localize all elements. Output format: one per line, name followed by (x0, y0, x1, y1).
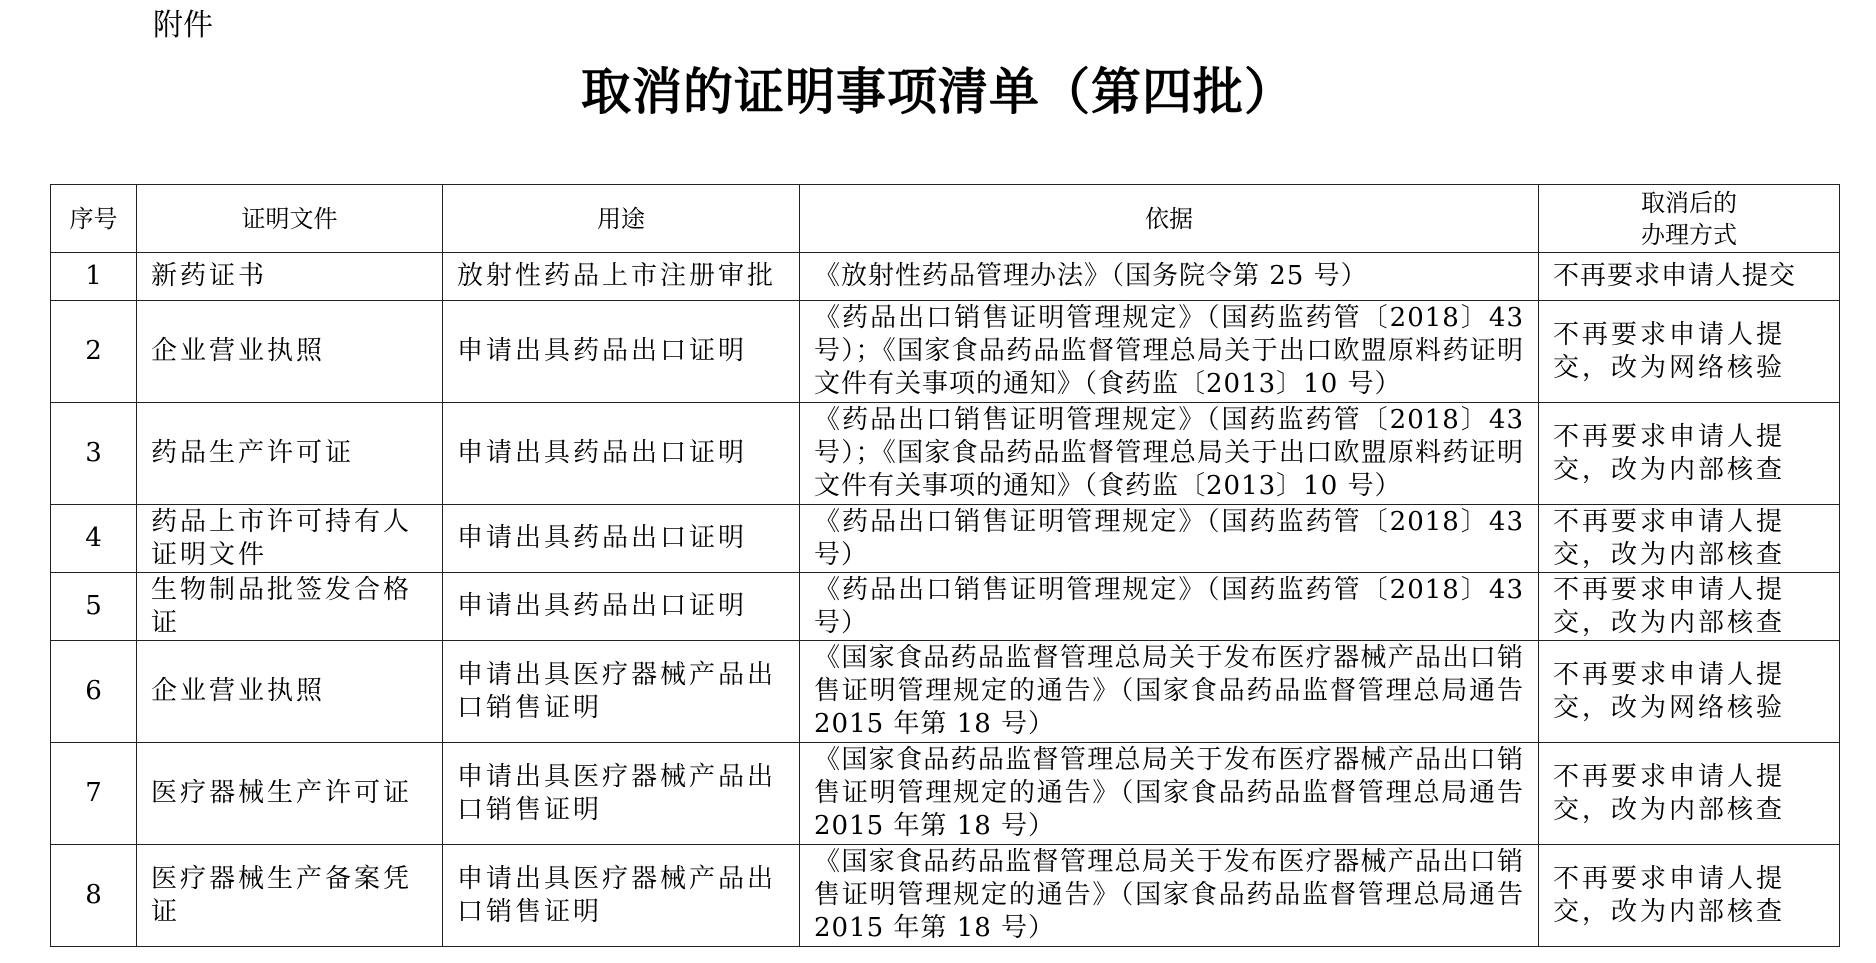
table-row (51, 845, 1840, 947)
row-no: 8 (51, 845, 137, 947)
table-header-row (51, 185, 1840, 253)
row-purpose: 申请出具药品出口证明 (443, 403, 800, 505)
row-basis: 《国家食品药品监督管理总局关于发布医疗器械产品出口销售证明管理规定的通告》（国家食品药品监督管理总局通告 2015 年第 18 号） (800, 743, 1539, 845)
row-method: 不再要求申请人提交，改为内部核查 (1539, 573, 1840, 641)
cancelled-certificates-table (50, 184, 1840, 947)
header-basis: 依据 (800, 185, 1539, 253)
row-purpose: 申请出具药品出口证明 (443, 301, 800, 403)
row-purpose: 申请出具医疗器械产品出口销售证明 (443, 845, 800, 947)
row-purpose: 申请出具药品出口证明 (443, 573, 800, 641)
table-row (51, 743, 1840, 845)
row-method: 不再要求申请人提交，改为内部核查 (1539, 845, 1840, 947)
row-no: 6 (51, 641, 137, 743)
row-document: 生物制品批签发合格证 (137, 573, 443, 641)
row-basis: 《药品出口销售证明管理规定》（国药监药管〔2018〕43 号）；《国家食品药品监督管理总局关于出口欧盟原料药证明文件有关事项的通知》（食药监〔2013〕10 号） (800, 403, 1539, 505)
row-basis: 《国家食品药品监督管理总局关于发布医疗器械产品出口销售证明管理规定的通告》（国家食品药品监督管理总局通告 2015 年第 18 号） (800, 845, 1539, 947)
row-document: 企业营业执照 (137, 641, 443, 743)
table-row (51, 301, 1840, 403)
row-no: 4 (51, 505, 137, 573)
row-basis: 《放射性药品管理办法》（国务院令第 25 号） (800, 253, 1539, 301)
row-purpose: 申请出具医疗器械产品出口销售证明 (443, 641, 800, 743)
row-method: 不再要求申请人提交，改为内部核查 (1539, 505, 1840, 573)
table-row (51, 403, 1840, 505)
row-method: 不再要求申请人提交，改为内部核查 (1539, 403, 1840, 505)
row-document: 医疗器械生产备案凭证 (137, 845, 443, 947)
row-no: 7 (51, 743, 137, 845)
table-row (51, 505, 1840, 573)
row-document: 新药证书 (137, 253, 443, 301)
row-purpose: 申请出具医疗器械产品出口销售证明 (443, 743, 800, 845)
table-row (51, 253, 1840, 301)
row-basis: 《国家食品药品监督管理总局关于发布医疗器械产品出口销售证明管理规定的通告》（国家食品药品监督管理总局通告 2015 年第 18 号） (800, 641, 1539, 743)
header-purpose: 用途 (443, 185, 800, 253)
row-no: 1 (51, 253, 137, 301)
header-no: 序号 (51, 185, 137, 253)
row-document: 企业营业执照 (137, 301, 443, 403)
row-method: 不再要求申请人提交 (1539, 253, 1840, 301)
header-document: 证明文件 (137, 185, 443, 253)
table-row (51, 641, 1840, 743)
row-basis: 《药品出口销售证明管理规定》（国药监药管〔2018〕43 号）；《国家食品药品监督管理总局关于出口欧盟原料药证明文件有关事项的通知》（食药监〔2013〕10 号） (800, 301, 1539, 403)
row-basis: 《药品出口销售证明管理规定》（国药监药管〔2018〕43 号） (800, 573, 1539, 641)
table-row (51, 573, 1840, 641)
row-purpose: 放射性药品上市注册审批 (443, 253, 800, 301)
row-method: 不再要求申请人提交，改为网络核验 (1539, 641, 1840, 743)
row-no: 5 (51, 573, 137, 641)
row-document: 医疗器械生产许可证 (137, 743, 443, 845)
row-no: 2 (51, 301, 137, 403)
attachment-label: 附件 (153, 8, 213, 43)
page-title: 取消的证明事项清单（第四批） (581, 62, 1295, 121)
row-method: 不再要求申请人提交，改为内部核查 (1539, 743, 1840, 845)
row-document: 药品上市许可持有人证明文件 (137, 505, 443, 573)
row-method: 不再要求申请人提交，改为网络核验 (1539, 301, 1840, 403)
row-basis: 《药品出口销售证明管理规定》（国药监药管〔2018〕43 号） (800, 505, 1539, 573)
header-method: 取消后的 办理方式 (1539, 185, 1840, 253)
row-no: 3 (51, 403, 137, 505)
row-document: 药品生产许可证 (137, 403, 443, 505)
row-purpose: 申请出具药品出口证明 (443, 505, 800, 573)
